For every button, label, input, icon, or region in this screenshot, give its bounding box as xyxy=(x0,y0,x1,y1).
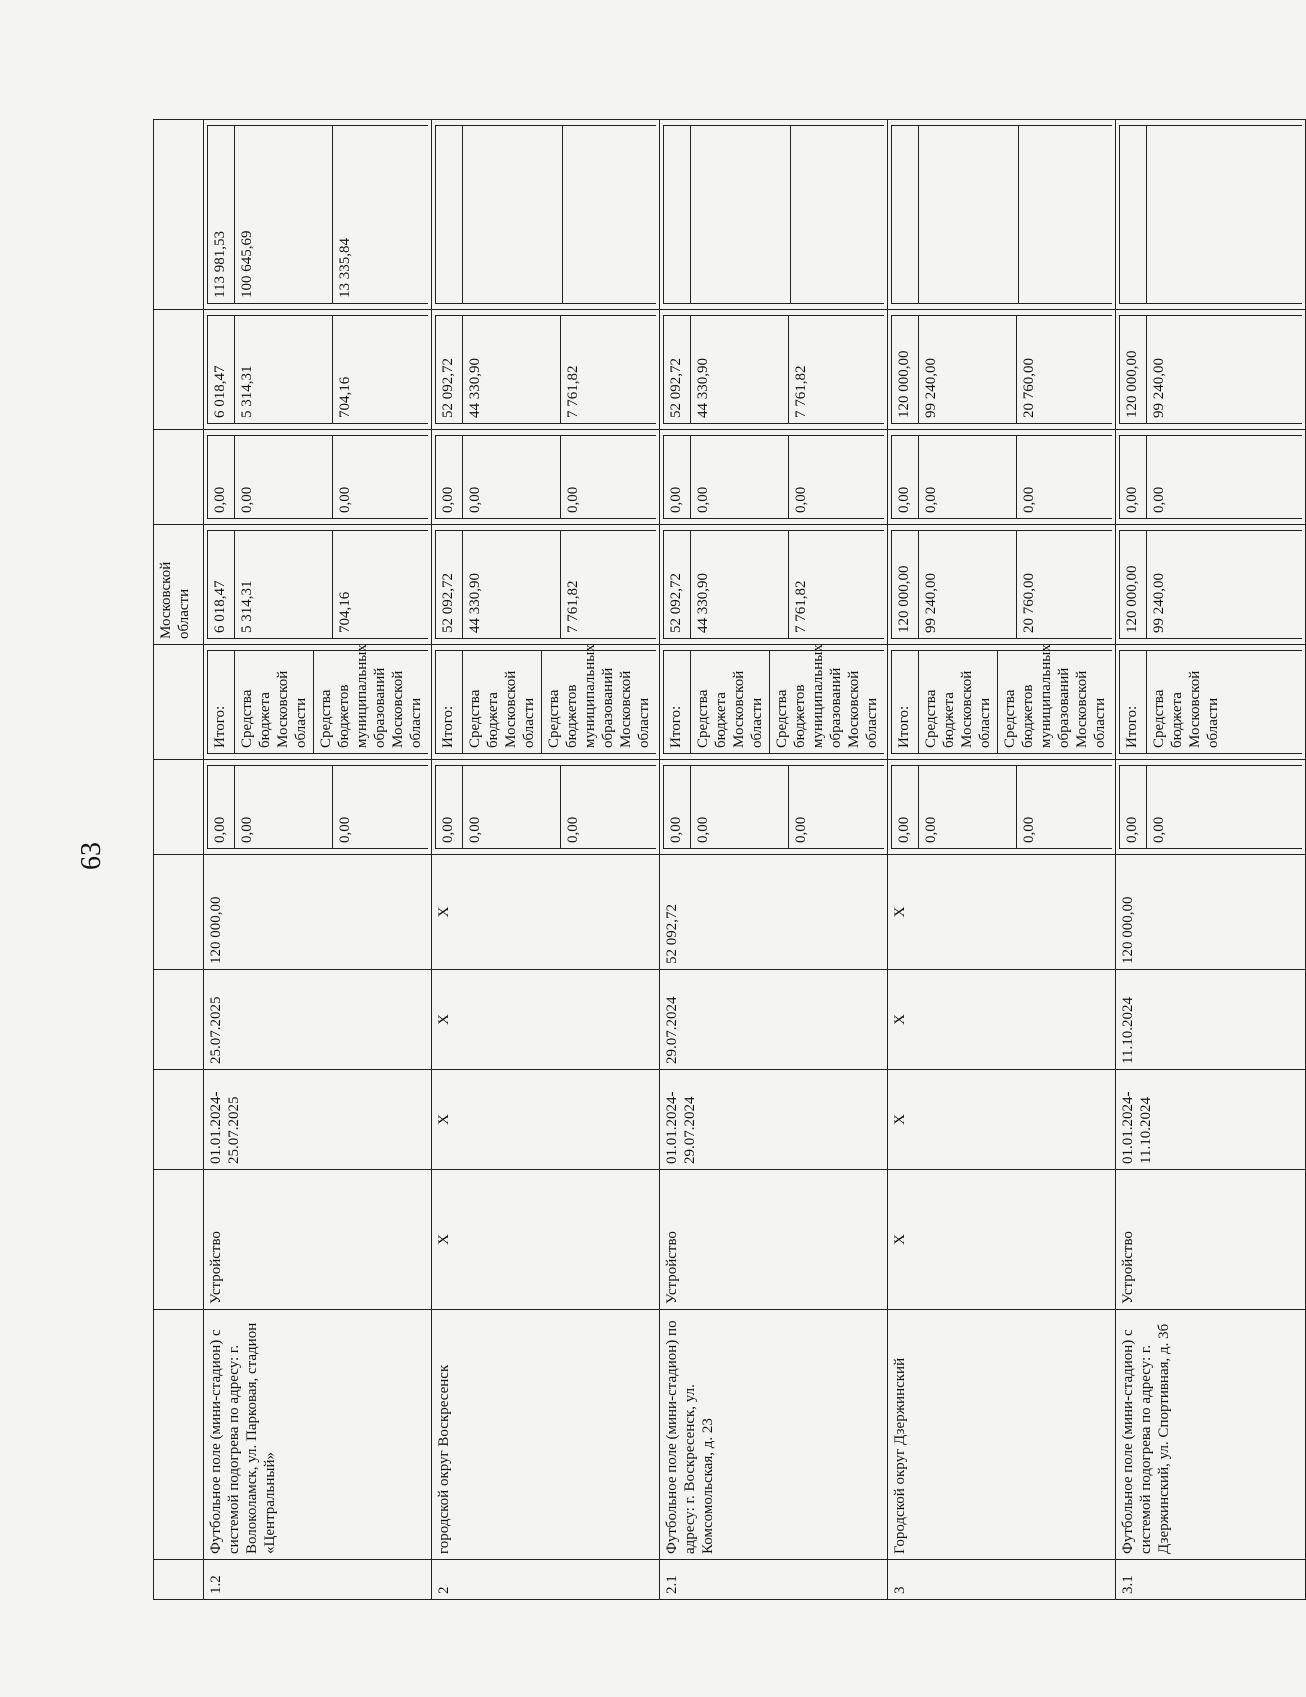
row-number: 3 xyxy=(888,1560,1116,1600)
amount-2023-line: 0,00 xyxy=(919,436,1017,519)
financed-before-line: 0,00 xyxy=(664,766,691,849)
amount-2024-line: 704,16 xyxy=(332,316,428,424)
table-row xyxy=(204,120,432,1600)
amount-2023 xyxy=(1116,430,1306,525)
empty-cell xyxy=(154,1310,204,1560)
funding-sources xyxy=(432,645,660,760)
financed-before-line: 0,00 xyxy=(560,766,656,849)
amount-2023 xyxy=(432,430,660,525)
total-amount xyxy=(888,525,1116,645)
object-cost: 120 000,00 xyxy=(1116,855,1306,970)
amount-2023-line: 0,00 xyxy=(691,436,789,519)
financed-before xyxy=(1116,760,1306,855)
object-cost: X xyxy=(432,855,660,970)
empty-cell xyxy=(154,855,204,970)
remaining-amount xyxy=(660,120,888,310)
total-amount-line: 120 000,00 xyxy=(1120,531,1147,639)
financed-before xyxy=(888,760,1116,855)
financed-before-line: 0,00 xyxy=(1147,766,1303,849)
remaining-amount xyxy=(432,120,660,310)
funding-sources-line: Средства бюджета Московской области xyxy=(691,651,770,754)
continuation-row xyxy=(154,120,204,1600)
object-cost: 120 000,00 xyxy=(204,855,432,970)
object-cost: 52 092,72 xyxy=(660,855,888,970)
remaining-amount-line xyxy=(892,126,919,304)
funding-sources-line: Средства бюджетов муниципальных образований Московской области xyxy=(770,651,885,754)
financed-before-line: 0,00 xyxy=(332,766,428,849)
object-name: Футбольное поле (мини-стадион) с системой подогрева по адресу: г. Дзержинский, ул. Спортивная, д. 3б xyxy=(1116,1310,1306,1560)
funding-sources-line: Средства бюджета Московской области xyxy=(463,651,542,754)
commissioning-date: 11.10.2024 xyxy=(1116,970,1306,1070)
empty-cell xyxy=(154,310,204,430)
financed-before-line: 0,00 xyxy=(788,766,884,849)
remaining-amount-line: 113 981,53 xyxy=(208,126,235,304)
remaining-amount-line xyxy=(436,126,463,304)
total-amount-line: 7 761,82 xyxy=(788,531,884,639)
financed-before-line: 0,00 xyxy=(1016,766,1112,849)
row-number: 2 xyxy=(432,1560,660,1600)
funding-sources-line: Средства бюджета Московской области xyxy=(1147,651,1303,754)
table-row xyxy=(1116,120,1306,1600)
remaining-amount-line xyxy=(1120,126,1147,304)
amount-2024 xyxy=(1116,310,1306,430)
financing-table xyxy=(153,119,1306,1600)
table-row xyxy=(660,120,888,1600)
amount-2023-line: 0,00 xyxy=(788,436,884,519)
funding-sources-line: Итого: xyxy=(664,651,691,754)
work-type: Устройство xyxy=(660,1170,888,1310)
commissioning-date: 25.07.2025 xyxy=(204,970,432,1070)
object-cost: X xyxy=(888,855,1116,970)
funding-sources-line: Средства бюджетов муниципальных образований Московской области xyxy=(998,651,1113,754)
amount-2024-line: 6 018,47 xyxy=(208,316,235,424)
amount-2023-line: 0,00 xyxy=(235,436,333,519)
remaining-amount-line xyxy=(1019,126,1112,304)
amount-2023-line: 0,00 xyxy=(1147,436,1303,519)
amount-2023 xyxy=(888,430,1116,525)
total-amount-line: 7 761,82 xyxy=(560,531,656,639)
funding-sources xyxy=(660,645,888,760)
remaining-amount-line xyxy=(563,126,656,304)
remaining-amount-line: 100 645,69 xyxy=(235,126,333,304)
empty-cell xyxy=(154,645,204,760)
total-amount xyxy=(432,525,660,645)
rotated-table-wrapper xyxy=(153,120,1221,1600)
amount-2024-line: 52 092,72 xyxy=(436,316,463,424)
amount-2023-line: 0,00 xyxy=(332,436,428,519)
total-amount-line: 99 240,00 xyxy=(1147,531,1303,639)
funding-sources-line: Средства бюджетов муниципальных образований Московской области xyxy=(314,651,429,754)
remaining-amount-line xyxy=(664,126,691,304)
work-type: Устройство xyxy=(1116,1170,1306,1310)
financed-before-line: 0,00 xyxy=(1120,766,1147,849)
funding-sources xyxy=(204,645,432,760)
funding-sources xyxy=(888,645,1116,760)
total-amount xyxy=(204,525,432,645)
empty-cell xyxy=(154,1560,204,1600)
funding-sources-line: Итого: xyxy=(208,651,235,754)
work-period: 01.01.2024-11.10.2024 xyxy=(1116,1070,1306,1170)
financed-before-line: 0,00 xyxy=(463,766,561,849)
financed-before xyxy=(660,760,888,855)
source-continuation: Московской области xyxy=(154,525,204,645)
amount-2023-line: 0,00 xyxy=(560,436,656,519)
amount-2023-line: 0,00 xyxy=(892,436,919,519)
amount-2023-line: 0,00 xyxy=(1016,436,1112,519)
funding-sources-line: Итого: xyxy=(892,651,919,754)
financed-before xyxy=(432,760,660,855)
amount-2024 xyxy=(432,310,660,430)
total-amount-line: 5 314,31 xyxy=(235,531,333,639)
amount-2023 xyxy=(204,430,432,525)
amount-2024 xyxy=(888,310,1116,430)
page-number: 63 xyxy=(76,842,107,870)
object-name: Футбольное поле (мини-стадион) с системой подогрева по адресу: г. Волоколамск, ул. Парковая, стадион «Центральный» xyxy=(204,1310,432,1560)
financed-before-line: 0,00 xyxy=(892,766,919,849)
funding-sources-line: Средства бюджетов муниципальных образований Московской области xyxy=(542,651,657,754)
amount-2024-line: 5 314,31 xyxy=(235,316,333,424)
amount-2024-line: 120 000,00 xyxy=(892,316,919,424)
total-amount-line: 44 330,90 xyxy=(463,531,561,639)
financed-before-line: 0,00 xyxy=(691,766,789,849)
total-amount-line: 99 240,00 xyxy=(919,531,1017,639)
remaining-amount-line xyxy=(791,126,884,304)
amount-2024-line: 20 760,00 xyxy=(1016,316,1112,424)
financed-before xyxy=(204,760,432,855)
table-row xyxy=(432,120,660,1600)
total-amount xyxy=(660,525,888,645)
total-amount-line: 44 330,90 xyxy=(691,531,789,639)
amount-2023-line: 0,00 xyxy=(664,436,691,519)
total-amount-line: 6 018,47 xyxy=(208,531,235,639)
table-row xyxy=(888,120,1116,1600)
remaining-amount-line: 13 335,84 xyxy=(332,126,428,304)
remaining-amount-line xyxy=(1147,126,1303,304)
work-type: Устройство xyxy=(204,1170,432,1310)
remaining-amount-line xyxy=(463,126,563,304)
row-number: 1.2 xyxy=(204,1560,432,1600)
amount-2023-line: 0,00 xyxy=(463,436,561,519)
amount-2024-line: 99 240,00 xyxy=(919,316,1017,424)
amount-2023 xyxy=(660,430,888,525)
object-name: Футбольное поле (мини-стадион) по адресу: г. Воскресенск, ул. Комсомольская, д. 23 xyxy=(660,1310,888,1560)
work-period: 01.01.2024-25.07.2025 xyxy=(204,1070,432,1170)
remaining-amount xyxy=(888,120,1116,310)
total-amount-line: 52 092,72 xyxy=(436,531,463,639)
funding-sources-line: Средства бюджета Московской области xyxy=(235,651,314,754)
amount-2023-line: 0,00 xyxy=(1120,436,1147,519)
total-amount xyxy=(1116,525,1306,645)
funding-sources-line: Итого: xyxy=(1120,651,1147,754)
row-number: 3.1 xyxy=(1116,1560,1306,1600)
object-name: городской округ Воскресенск xyxy=(432,1310,660,1560)
remaining-amount-line xyxy=(691,126,791,304)
amount-2024 xyxy=(660,310,888,430)
amount-2023-line: 0,00 xyxy=(208,436,235,519)
work-type: X xyxy=(432,1170,660,1310)
amount-2023-line: 0,00 xyxy=(436,436,463,519)
remaining-amount xyxy=(204,120,432,310)
amount-2024-line: 52 092,72 xyxy=(664,316,691,424)
financed-before-line: 0,00 xyxy=(235,766,333,849)
total-amount-line: 52 092,72 xyxy=(664,531,691,639)
work-period: X xyxy=(888,1070,1116,1170)
amount-2024-line: 99 240,00 xyxy=(1147,316,1303,424)
amount-2024-line: 120 000,00 xyxy=(1120,316,1147,424)
financed-before-line: 0,00 xyxy=(436,766,463,849)
empty-cell xyxy=(154,760,204,855)
commissioning-date: X xyxy=(888,970,1116,1070)
financed-before-line: 0,00 xyxy=(919,766,1017,849)
amount-2024-line: 7 761,82 xyxy=(560,316,656,424)
commissioning-date: 29.07.2024 xyxy=(660,970,888,1070)
empty-cell xyxy=(154,970,204,1070)
funding-sources xyxy=(1116,645,1306,760)
empty-cell xyxy=(154,430,204,525)
remaining-amount xyxy=(1116,120,1306,310)
empty-cell xyxy=(154,1170,204,1310)
empty-cell xyxy=(154,1070,204,1170)
total-amount-line: 704,16 xyxy=(332,531,428,639)
funding-sources-line: Средства бюджета Московской области xyxy=(919,651,998,754)
amount-2024-line: 44 330,90 xyxy=(463,316,561,424)
total-amount-line: 120 000,00 xyxy=(892,531,919,639)
commissioning-date: X xyxy=(432,970,660,1070)
funding-sources-line: Итого: xyxy=(436,651,463,754)
row-number: 2.1 xyxy=(660,1560,888,1600)
work-period: 01.01.2024-29.07.2024 xyxy=(660,1070,888,1170)
work-type: X xyxy=(888,1170,1116,1310)
total-amount-line: 20 760,00 xyxy=(1016,531,1112,639)
work-period: X xyxy=(432,1070,660,1170)
object-name: Городской округ Дзержинский xyxy=(888,1310,1116,1560)
empty-cell xyxy=(154,120,204,310)
amount-2024-line: 44 330,90 xyxy=(691,316,789,424)
amount-2024 xyxy=(204,310,432,430)
amount-2024-line: 7 761,82 xyxy=(788,316,884,424)
financed-before-line: 0,00 xyxy=(208,766,235,849)
remaining-amount-line xyxy=(919,126,1019,304)
